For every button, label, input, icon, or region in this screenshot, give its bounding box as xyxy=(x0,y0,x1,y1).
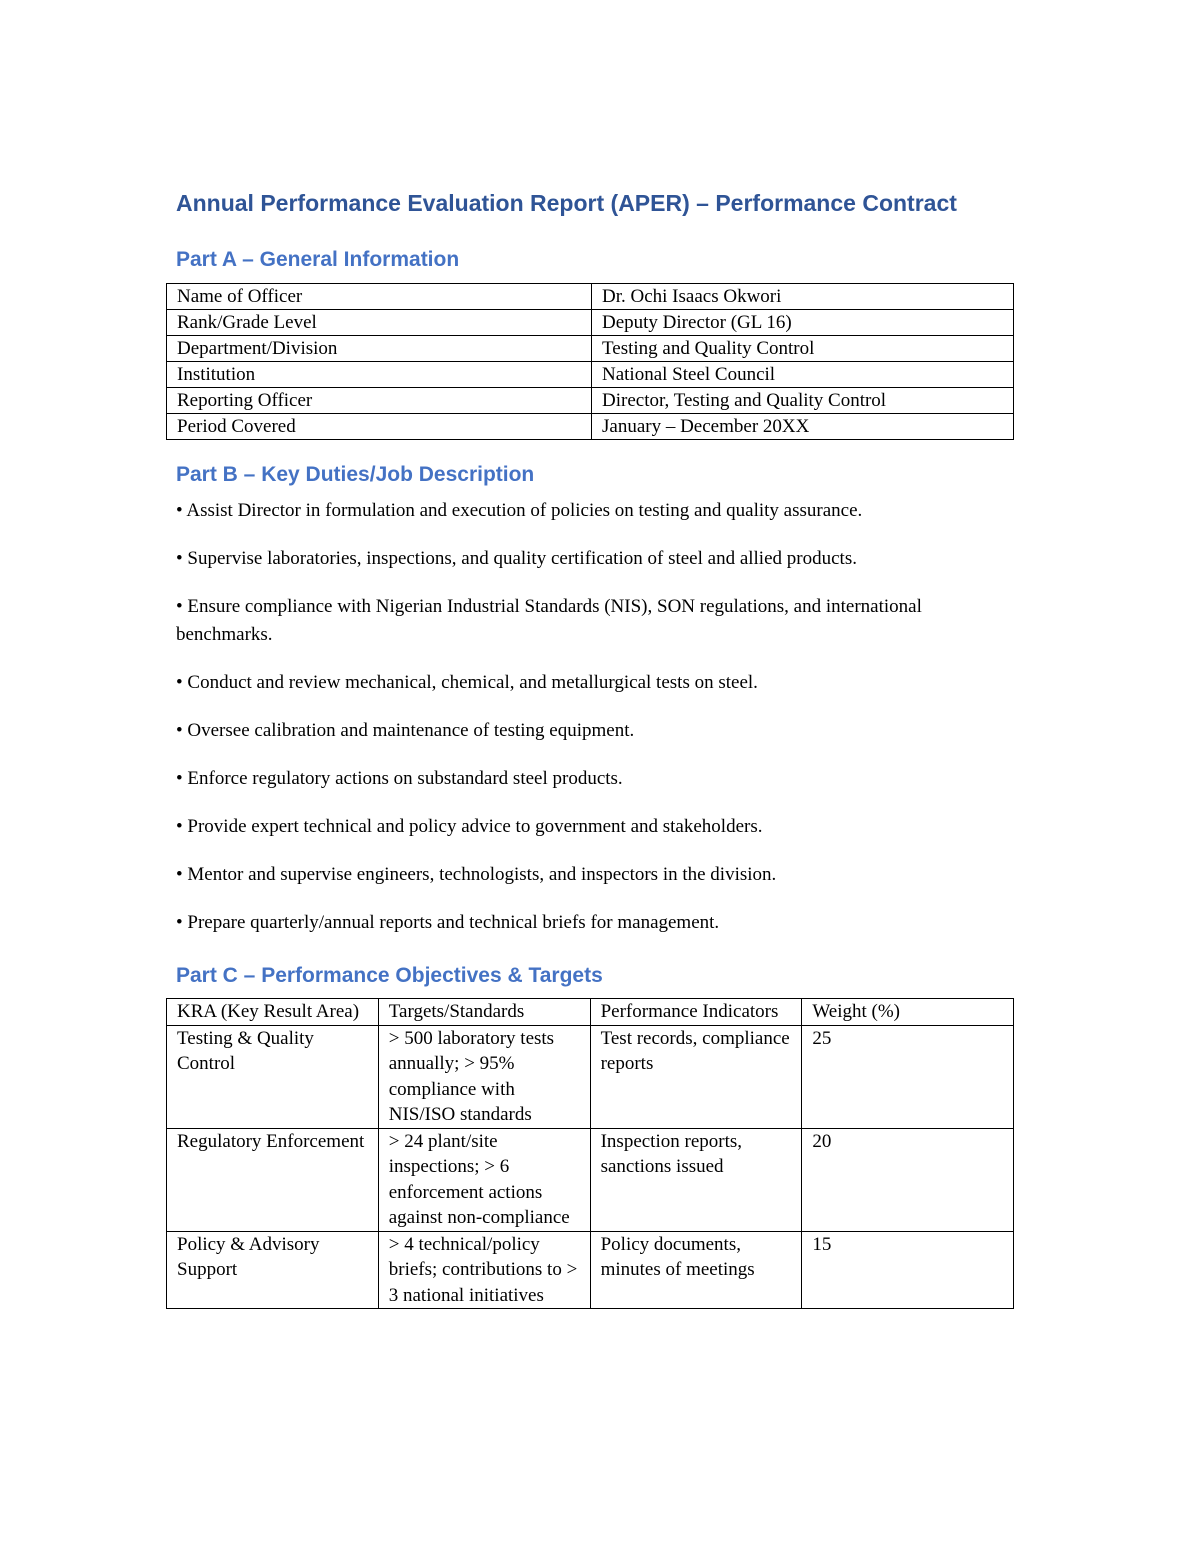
document-title: Annual Performance Evaluation Report (APER) – Performance Contract xyxy=(176,190,957,216)
indicators-cell: Test records, compliance reports xyxy=(590,1025,802,1128)
table-header-row xyxy=(167,999,1014,1026)
weight-cell: 15 xyxy=(802,1231,1014,1309)
list-item: • Provide expert technical and policy advice to government and stakeholders. xyxy=(176,816,763,837)
field-value: Dr. Ochi Isaacs Okwori xyxy=(592,284,1014,310)
column-header: Targets/Standards xyxy=(378,999,590,1026)
general-information-table xyxy=(166,283,1014,440)
column-header: Performance Indicators xyxy=(590,999,802,1026)
performance-objectives-table xyxy=(166,998,1014,1309)
kra-cell: Policy & Advisory Support xyxy=(167,1231,379,1309)
part-a-heading: Part A – General Information xyxy=(176,248,460,271)
part-c-heading: Part C – Performance Objectives & Targets xyxy=(176,964,603,987)
table-row xyxy=(167,1025,1014,1128)
targets-cell: > 4 technical/policy briefs; contributions to > 3 national initiatives xyxy=(378,1231,590,1309)
table-row xyxy=(167,310,1014,336)
field-label: Department/Division xyxy=(167,336,592,362)
weight-cell: 25 xyxy=(802,1025,1014,1128)
part-b-heading: Part B – Key Duties/Job Description xyxy=(176,463,535,486)
field-value: National Steel Council xyxy=(592,362,1014,388)
list-item: • Oversee calibration and maintenance of testing equipment. xyxy=(176,720,635,741)
table-row xyxy=(167,336,1014,362)
list-item: • Assist Director in formulation and execution of policies on testing and quality assurance. xyxy=(176,500,863,521)
field-value: Deputy Director (GL 16) xyxy=(592,310,1014,336)
kra-cell: Testing & Quality Control xyxy=(167,1025,379,1128)
kra-cell: Regulatory Enforcement xyxy=(167,1128,379,1231)
field-label: Reporting Officer xyxy=(167,388,592,414)
table-row xyxy=(167,414,1014,440)
field-value: January – December 20XX xyxy=(592,414,1014,440)
table-row xyxy=(167,388,1014,414)
field-value: Director, Testing and Quality Control xyxy=(592,388,1014,414)
field-label: Name of Officer xyxy=(167,284,592,310)
field-label: Institution xyxy=(167,362,592,388)
list-item: • Enforce regulatory actions on substandard steel products. xyxy=(176,768,623,789)
list-item: • Conduct and review mechanical, chemical, and metallurgical tests on steel. xyxy=(176,672,758,693)
list-item: • Mentor and supervise engineers, technologists, and inspectors in the division. xyxy=(176,864,777,885)
table-row xyxy=(167,1128,1014,1231)
field-value: Testing and Quality Control xyxy=(592,336,1014,362)
weight-cell: 20 xyxy=(802,1128,1014,1231)
indicators-cell: Inspection reports, sanctions issued xyxy=(590,1128,802,1231)
targets-cell: > 500 laboratory tests annually; > 95% compliance with NIS/ISO standards xyxy=(378,1025,590,1128)
key-duties-list xyxy=(176,497,1006,957)
column-header: Weight (%) xyxy=(802,999,1014,1026)
table-row xyxy=(167,362,1014,388)
list-item: • Ensure compliance with Nigerian Industrial Standards (NIS), SON regulations, and international benchmarks. xyxy=(176,596,922,645)
field-label: Period Covered xyxy=(167,414,592,440)
column-header: KRA (Key Result Area) xyxy=(167,999,379,1026)
indicators-cell: Policy documents, minutes of meetings xyxy=(590,1231,802,1309)
table-row xyxy=(167,284,1014,310)
field-label: Rank/Grade Level xyxy=(167,310,592,336)
list-item: • Supervise laboratories, inspections, and quality certification of steel and allied products. xyxy=(176,548,857,569)
targets-cell: > 24 plant/site inspections; > 6 enforcement actions against non-compliance xyxy=(378,1128,590,1231)
table-row xyxy=(167,1231,1014,1309)
list-item: • Prepare quarterly/annual reports and technical briefs for management. xyxy=(176,912,720,933)
